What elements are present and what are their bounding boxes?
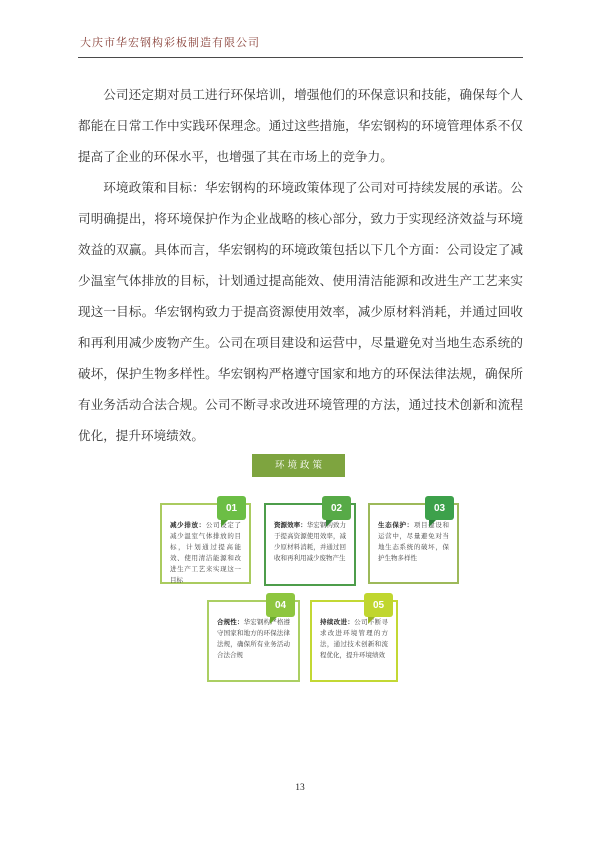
policy-box-label: 减少排放：	[170, 522, 206, 529]
tag-tail	[429, 520, 436, 527]
tag-number: 02	[330, 502, 343, 514]
paragraph: 环境政策和目标：华宏钢构的环境政策体现了公司对可持续发展的承诺。公司明确提出，将环境保护作为企业战略的核心部分，致力于实现经济效益与环境效益的双赢。具体而言，华宏钢构的环境政策包括以下几个方面：公司设定了减少温室气体排放的目标，计划通过提高能效、使用清洁能源和改进生产工艺来实现这一目标。华宏钢构致力于提高资源使用效率，减少原材料消耗，并通过回收和再利用减少废物产生。公司在项目建设和运营中，尽量避免对当地生态系统的破坏，保护生物多样性。华宏钢构严格遵守国家和地方的环保法律法规，确保所有业务活动合法合规。公司不断寻求改进环境管理的方法，通过技术创新和流程优化，提升环境绩效。	[78, 181, 523, 443]
policy-box-text: 资源效率：华宏钢构致力于提高资源使用效率，减少原材料消耗，并通过回收和再利用减少废物产生	[274, 522, 347, 562]
tag-number: 01	[225, 502, 238, 514]
policy-box-text: 生态保护：项目建设和运营中，尽量避免对当地生态系统的破坏，保护生物多样性	[378, 522, 450, 562]
document-header	[78, 34, 523, 58]
policy-box-label: 资源效率：	[274, 522, 307, 529]
company-name: 大庆市华宏钢构彩板制造有限公司	[80, 37, 260, 49]
tag-tail	[368, 617, 375, 624]
diagram-title-bar: 环境政策	[252, 454, 345, 477]
policy-box-text: 减少排放：公司设定了减少温室气体排放的目标，计划通过提高能效、使用清洁能源和改进生产工艺来实现这一目标	[170, 522, 242, 584]
policy-box-1	[160, 503, 251, 584]
policy-box-text: 合规性：华宏钢构严格遵守国家和地方的环保法律法规，确保所有业务活动合法合规	[217, 619, 291, 659]
number-tag-03	[425, 496, 454, 520]
paragraph: 公司还定期对员工进行环保培训，增强他们的环保意识和技能，确保每个人都能在日常工作中实践环保理念。通过这些措施，华宏钢构的环境管理体系不仅提高了企业的环保水平，也增强了其在市场上的竞争力。	[78, 88, 523, 164]
policy-box-label: 合规性：	[217, 619, 244, 626]
number-tag-01	[217, 496, 246, 520]
policy-box-label: 持续改进：	[320, 619, 355, 626]
policy-box-5	[310, 600, 398, 682]
tag-number: 03	[433, 502, 446, 514]
number-tag-02	[322, 496, 351, 520]
policy-box-text: 持续改进：公司不断寻求改进环境管理的方法，通过技术创新和流程优化，提升环境绩效	[320, 619, 389, 659]
tag-number: 04	[274, 599, 287, 611]
policy-box-4	[207, 600, 300, 682]
policy-box-label: 生态保护：	[378, 522, 414, 529]
number-tag-04	[266, 593, 295, 617]
policy-box-3	[368, 503, 459, 584]
tag-tail	[221, 520, 228, 527]
tag-number: 05	[372, 599, 385, 611]
policy-box-2	[264, 503, 356, 586]
tag-tail	[270, 617, 277, 624]
number-tag-05	[364, 593, 393, 617]
document-body	[78, 80, 523, 452]
tag-tail	[326, 520, 333, 527]
page-number: 13	[295, 783, 305, 793]
